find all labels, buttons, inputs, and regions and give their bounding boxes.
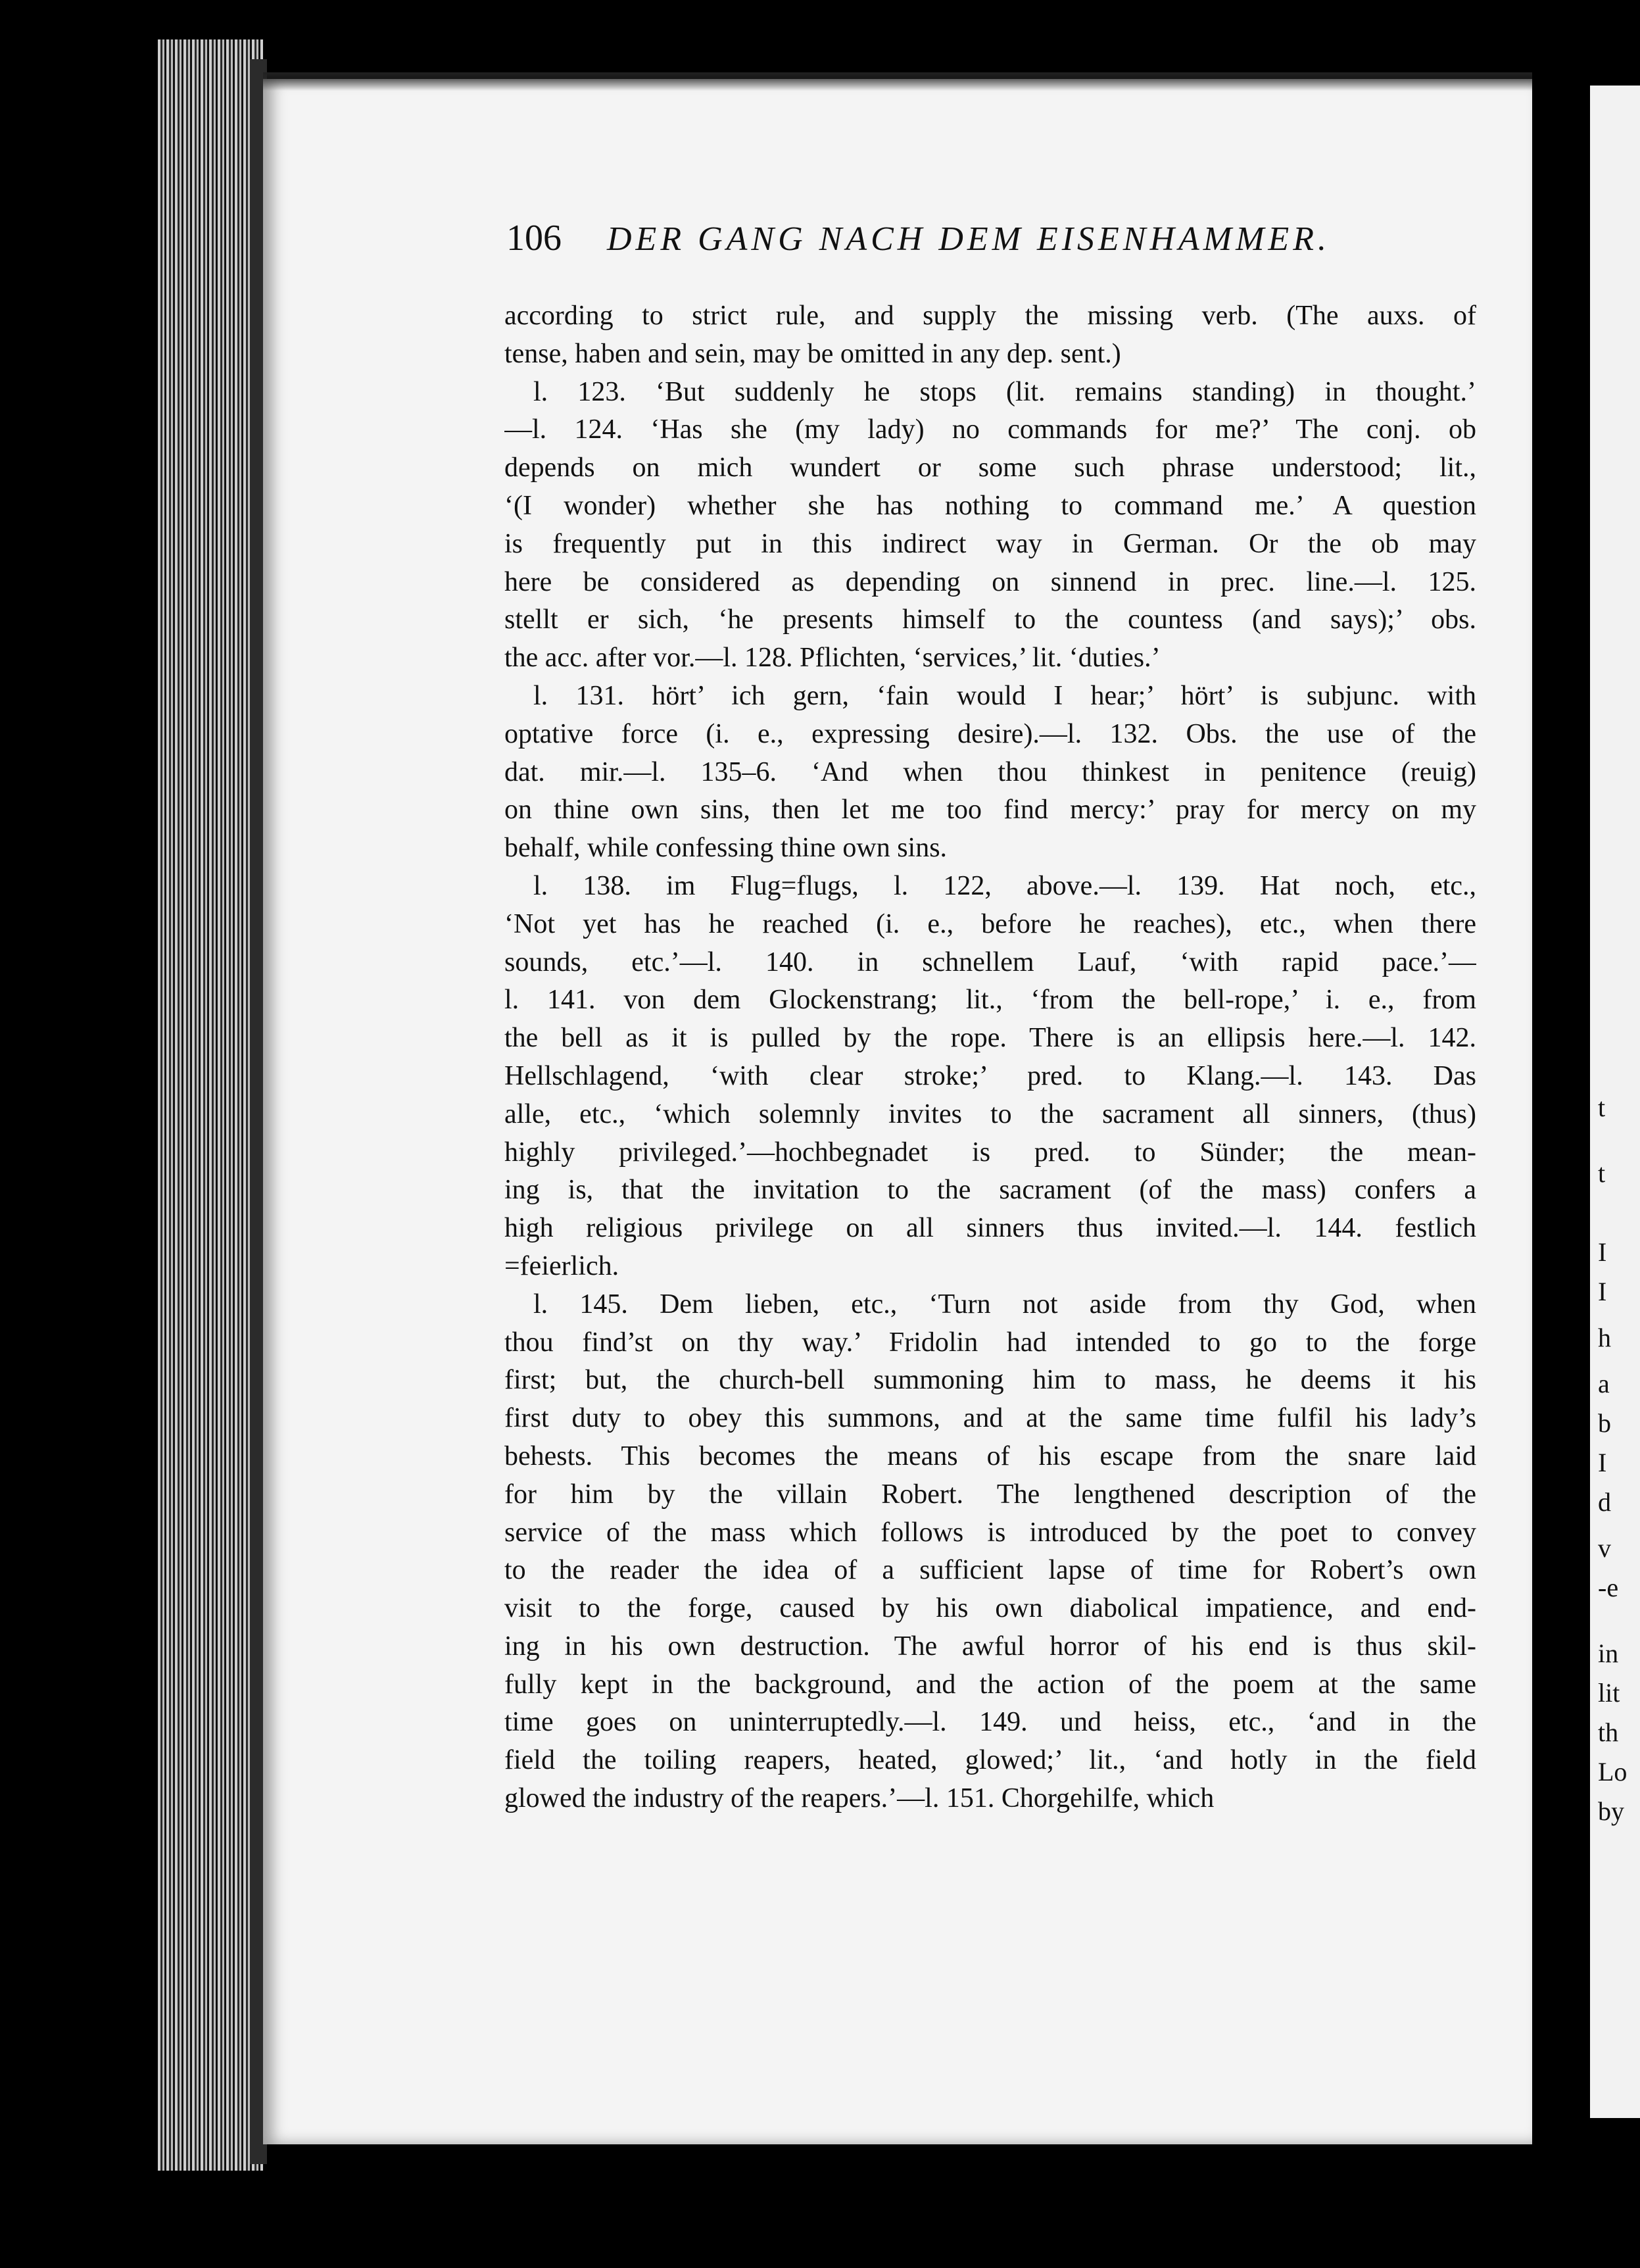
text-line: behests. This becomes the means of his escape from the snare laid: [504, 1441, 1476, 1471]
text-line: according to strict rule, and supply the missing verb. (The auxs. of: [504, 301, 1476, 331]
text-line: highly privileged.’—hochbegnadet is pred. to Sünder; the mean-: [504, 1137, 1476, 1168]
facing-page-fragment: b: [1598, 1408, 1611, 1438]
text-line: ‘(I wonder) whether she has nothing to command me.’ A question: [504, 490, 1476, 521]
text-line: Hellschlagend, ‘with clear stroke;’ pred. to Klang.—l. 143. Das: [504, 1060, 1476, 1091]
text-line: the acc. after vor.—l. 128. Pflichten, ‘services,’ lit. ‘duties.’: [504, 643, 1161, 674]
page-body: [504, 297, 1476, 1818]
text-line: l. 131. hört’ ich gern, ‘fain would I hear;’ hört’ is subjunc. with: [533, 680, 1476, 711]
text-line: on thine own sins, then let me too find mercy:’ pray for mercy on my: [504, 795, 1476, 826]
facing-page-sliver: [1590, 86, 1640, 2118]
facing-page-fragment: lit: [1598, 1678, 1620, 1708]
text-line: l. 145. Dem lieben, etc., ‘Turn not aside from thy God, when: [533, 1289, 1476, 1319]
facing-page-fragment: h: [1598, 1323, 1611, 1352]
facing-page-fragment: t: [1598, 1093, 1606, 1122]
text-line: —l. 124. ‘Has she (my lady) no commands for me?’ The conj. ob: [504, 414, 1476, 445]
text-line: ‘Not yet has he reached (i. e., before he reaches), etc., when there: [504, 908, 1476, 939]
facing-page-fragment: -e: [1598, 1573, 1619, 1602]
text-line: alle, etc., ‘which solemnly invites to the sacrament all sinners, (thus): [504, 1098, 1476, 1129]
facing-page-fragment: by: [1598, 1796, 1624, 1826]
facing-page-fragment: t: [1598, 1158, 1606, 1188]
book-page-edges: [158, 39, 263, 2171]
text-line: fully kept in the background, and the action of the poem at the same: [504, 1669, 1476, 1700]
text-line: to the reader the idea of a sufficient lapse of time for Robert’s own: [504, 1555, 1476, 1586]
text-line: first; but, the church-bell summoning him to mass, he deems it his: [504, 1365, 1476, 1396]
text-line: high religious privilege on all sinners thus invited.—l. 144. festlich: [504, 1213, 1476, 1244]
facing-page-fragment: I: [1598, 1237, 1607, 1267]
text-line: is frequently put in this indirect way in German. Or the ob may: [504, 528, 1476, 559]
text-line: l. 123. ‘But suddenly he stops (lit. remains standing) in thought.’: [533, 376, 1476, 407]
facing-page-fragment: in: [1598, 1639, 1619, 1668]
facing-page-fragment: a: [1598, 1369, 1610, 1398]
facing-page-fragment: I: [1598, 1448, 1607, 1477]
text-line: optative force (i. e., expressing desire).—l. 132. Obs. the use of the: [504, 718, 1476, 749]
text-line: depends on mich wundert or some such phrase understood; lit.,: [504, 453, 1476, 483]
facing-page-fragment: d: [1598, 1487, 1611, 1517]
page-number: 106: [506, 218, 562, 259]
page-header: [506, 217, 1453, 263]
facing-page-fragment: v: [1598, 1533, 1611, 1563]
text-line: =feierlich.: [504, 1250, 619, 1281]
text-line: service of the mass which follows is introduced by the poet to convey: [504, 1517, 1476, 1548]
text-line: for him by the villain Robert. The lengthened description of the: [504, 1479, 1476, 1510]
text-line: time goes on uninterruptedly.—l. 149. und heiss, etc., ‘and in the: [504, 1707, 1476, 1738]
text-line: thou find’st on thy way.’ Fridolin had intended to go to the forge: [504, 1327, 1476, 1358]
text-line: visit to the forge, caused by his own diabolical impatience, and end-: [504, 1593, 1476, 1624]
text-line: first duty to obey this summons, and at the same time fulfil his lady’s: [504, 1403, 1476, 1434]
facing-page-fragment: I: [1598, 1277, 1607, 1306]
text-line: here be considered as depending on sinnend in prec. line.—l. 125.: [504, 566, 1476, 597]
text-line: glowed the industry of the reapers.’—l. 151. Chorgehilfe, which: [504, 1783, 1215, 1814]
page-top-shadow: [263, 72, 1532, 91]
running-head: DER GANG NACH DEM EISENHAMMER.: [607, 220, 1330, 258]
text-line: field the toiling reapers, heated, glowed;’ lit., ‘and hotly in the field: [504, 1745, 1476, 1776]
text-line: dat. mir.—l. 135–6. ‘And when thou thinkest in penitence (reuig): [504, 756, 1476, 787]
text-line: tense, haben and sein, may be omitted in any dep. sent.): [504, 338, 1121, 369]
text-line: ing in his own destruction. The awful horror of his end is thus skil-: [504, 1631, 1476, 1662]
facing-page-fragment: Lo: [1598, 1757, 1628, 1787]
text-line: behalf, while confessing thine own sins.: [504, 833, 948, 864]
text-line: l. 141. von dem Glockenstrang; lit., ‘from the bell-rope,’ i. e., from: [504, 985, 1476, 1016]
text-line: sounds, etc.’—l. 140. in schnellem Lauf, ‘with rapid pace.’—: [504, 947, 1476, 977]
text-line: l. 138. im Flug=flugs, l. 122, above.—l. 139. Hat noch, etc.,: [533, 870, 1476, 901]
text-line: stellt er sich, ‘he presents himself to the countess (and says);’ obs.: [504, 604, 1476, 635]
facing-page-fragment: th: [1598, 1717, 1619, 1747]
text-line: ing is, that the invitation to the sacrament (of the mass) confers a: [504, 1175, 1476, 1206]
text-line: the bell as it is pulled by the rope. There is an ellipsis here.—l. 142.: [504, 1023, 1476, 1054]
